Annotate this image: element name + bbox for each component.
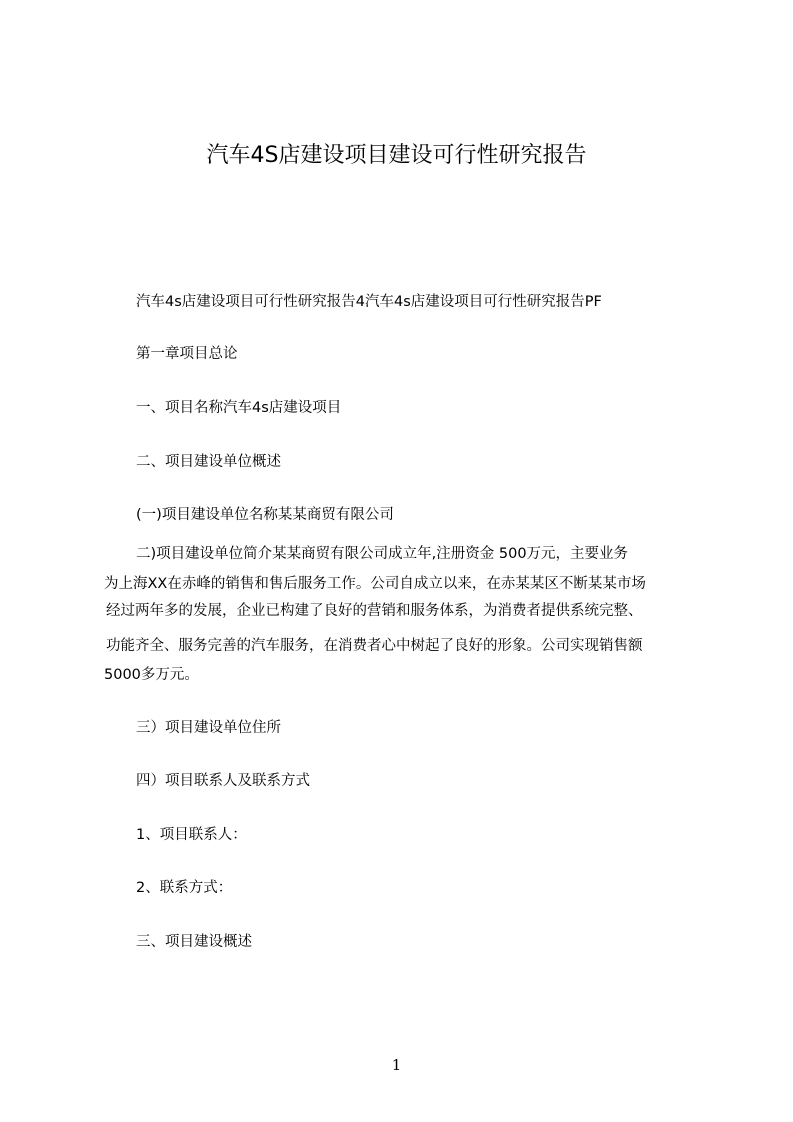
unit-introduction-paragraph xyxy=(104,544,701,684)
contact-method-label: 2、联系方式： xyxy=(136,880,233,896)
paragraph-line: 为上海XX在赤峰的销售和售后服务工作。公司自成立以来，在赤某某区不断某某市场 xyxy=(104,576,646,592)
subsection-unit-name: (一)项目建设单位名称某某商贸有限公司 xyxy=(136,507,394,523)
chapter-heading: 第一章项目总论 xyxy=(136,346,238,362)
page-number: 1 xyxy=(391,1056,402,1074)
subsection-contact-info: 四）项目联系人及联系方式 xyxy=(136,773,310,789)
document-title: 汽车4S店建设项目建设可行性研究报告 xyxy=(206,143,587,168)
paragraph-line: 二)项目建设单位简介某某商贸有限公司成立年,注册资金 500万元，主要业务 xyxy=(136,546,629,562)
subsection-unit-address: 三）项目建设单位住所 xyxy=(136,720,281,736)
intro-paragraph: 汽车4s店建设项目可行性研究报告4汽车4s店建设项目可行性研究报告PF xyxy=(136,294,602,310)
contact-person-label: 1、项目联系人： xyxy=(136,827,247,843)
paragraph-line: 5000多万元。 xyxy=(104,667,199,683)
paragraph-line: 功能齐全、服务完善的汽车服务，在消费者心中树起了良好的形象。公司实现销售额 xyxy=(106,638,643,654)
section-heading-unit-overview: 二、项目建设单位概述 xyxy=(136,454,281,470)
section-heading-project-overview: 三、项目建设概述 xyxy=(136,934,252,950)
paragraph-line: 经过两年多的发展，企业已构建了良好的营销和服务体系，为消费者提供系统完整、 xyxy=(106,603,643,619)
section-heading-project-name: 一、项目名称汽车4s店建设项目 xyxy=(136,400,342,416)
